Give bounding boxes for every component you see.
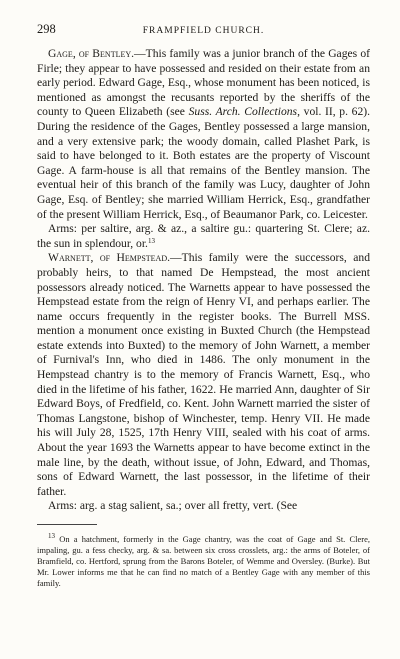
- footnote: [37, 531, 371, 590]
- warnett-text: —This family were the successors, and probably heirs, to that named De Hempstead, the most ancient possessors already noticed. The Warnetts appear to have possessed the Hempstead estate from the reign of Henry VI, and perhaps earlier. The name occurs frequently in the register books. The Burrell MSS. mention a monument once existing in Buxted Church (the Hempstead estate extends into Buxted) to the memory of John Warnett, a member of Furnival's Inn, who died in 1486. The only monument in the Hempstead chantry is to the memory of Francis Warnett, Esq., who died in the lifetime of his father, 1622. He married Ann, daughter of Sir Edward Boys, of Fredfield, co. Kent. John Warnett married the sister of Thomas Langstone, bishop of Winchester, temp. Henry VII. He made his will July 28, 1525, 17th Henry VIII, sealed with his coat of arms. About the year 1693 the Warnetts appear to have become extinct in the male line, by the death, without issue, of John, Edward, and Thomas, sons of Edward Warnett, the last possessor, in the lifetime of their father.: [37, 251, 370, 498]
- page-number: 298: [37, 22, 56, 36]
- paragraph-warnett: [37, 251, 370, 499]
- heading-gage-of-bentley: Gage, of Bentley.: [48, 47, 135, 60]
- footnote-divider: [37, 524, 97, 525]
- running-title: FRAMPFIELD CHURCH.: [142, 26, 265, 36]
- footnote-text: On a hatchment, formerly in the Gage chantry, was the coat of Gage and St. Clere, impaling, gu. a fess checky, arg. & sa. between six cross crosslets, arg.: the arms of Boteler, of Bramfield, co. Hertford, sprung from the Barons Boteler, of Wemme and Oversley. (Burke). But Mr. Lower informs me that he can find no match of a Bentley Gage with any member of this family.: [37, 533, 371, 589]
- citation-sussex-archaeological-collections: Suss. Arch. Collections: [188, 105, 298, 119]
- footnote-reference[interactable]: 13: [147, 236, 155, 245]
- warnett-arms-text: Arms: arg. a stag salient, sa.; over all fretty, vert. (See: [48, 499, 298, 513]
- footnote-number: 13: [48, 531, 55, 540]
- paragraph-warnett-arms: [37, 499, 370, 514]
- running-head: [37, 22, 370, 44]
- heading-warnett-of-hempstead: Warnett, of Hempstead.: [48, 251, 171, 265]
- gage-text-part-2: , vol. II, p. 62). During the residence of the Gages, Bentley possessed a large mansion, and a very extensive park; the woody domain, called Plashet Park, is said to have belonged to it. Both estates are the property of Viscount Gage. A farm-house is all that remains of the Bentley mansion. The eventual heir of this branch of the family was Lucy, daughter of John Gage, Esq. of Bentley; she married William Herrick, Esq., grandfather of the present William Herrick, Esq., of Beaumanor Park, co. Leicester.: [37, 105, 371, 221]
- paragraph-gage: [37, 47, 370, 222]
- gage-arms-text: Arms: per saltire, arg. & az., a saltire gu.: quartering St. Clere; az. the sun in splendour, or.: [37, 222, 370, 250]
- gage-text-part-1: —This family was a junior branch of the Gages of Firle; they appear to have possessed and resided on their estate from an early period. Edward Gage, Esq., whose monument has been noticed, is mentioned as amongst the recusants reported by the sheriffs of the county to Queen Elizabeth (see: [37, 47, 370, 119]
- body-text: [37, 47, 370, 514]
- paragraph-gage-arms: [37, 222, 370, 251]
